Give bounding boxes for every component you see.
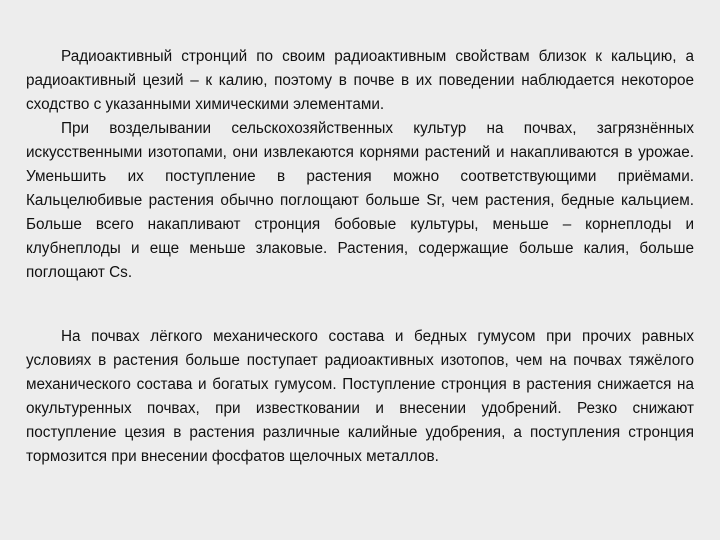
text-block-bottom <box>26 325 694 469</box>
text-block-top <box>26 45 694 285</box>
paragraph-strontium-cesium-intro: Радиоактивный стронций по своим радиоактивным свойствам близок к кальцию, а радиоактивный цезий – к калию, поэтому в почве в их поведении наблюдается некоторое сходство с указанными химическими элементами. <box>26 48 694 113</box>
paragraph-crop-accumulation: При возделывании сельскохозяйственных культур на почвах, загрязнённых искусственными изотопами, они извлекаются корнями растений и накапливаются в урожае. Уменьшить их поступление в растения можно соответствующими приёмами. Кальцелюбивые растения обычно поглощают больше Sr, чем растения, бедные кальцием. Больше всего накапливают стронция бобовые культуры, меньше – корнеплоды и клубнеплоды и еще меньше злаковые. Растения, содержащие больше калия, больше поглощают Cs. <box>26 120 694 281</box>
paragraph-soil-composition: На почвах лёгкого механического состава и бедных гумусом при прочих равных условиях в растения больше поступает радиоактивных изотопов, чем на почвах тяжёлого механического состава и богатых гумусом. Поступление стронция в растения снижается на окультуренных почвах, при известковании и внесении удобрений. Резко снижают поступление цезия в растения различные калийные удобрения, а поступления стронция тормозится при внесении фосфатов щелочных металлов. <box>26 328 694 465</box>
